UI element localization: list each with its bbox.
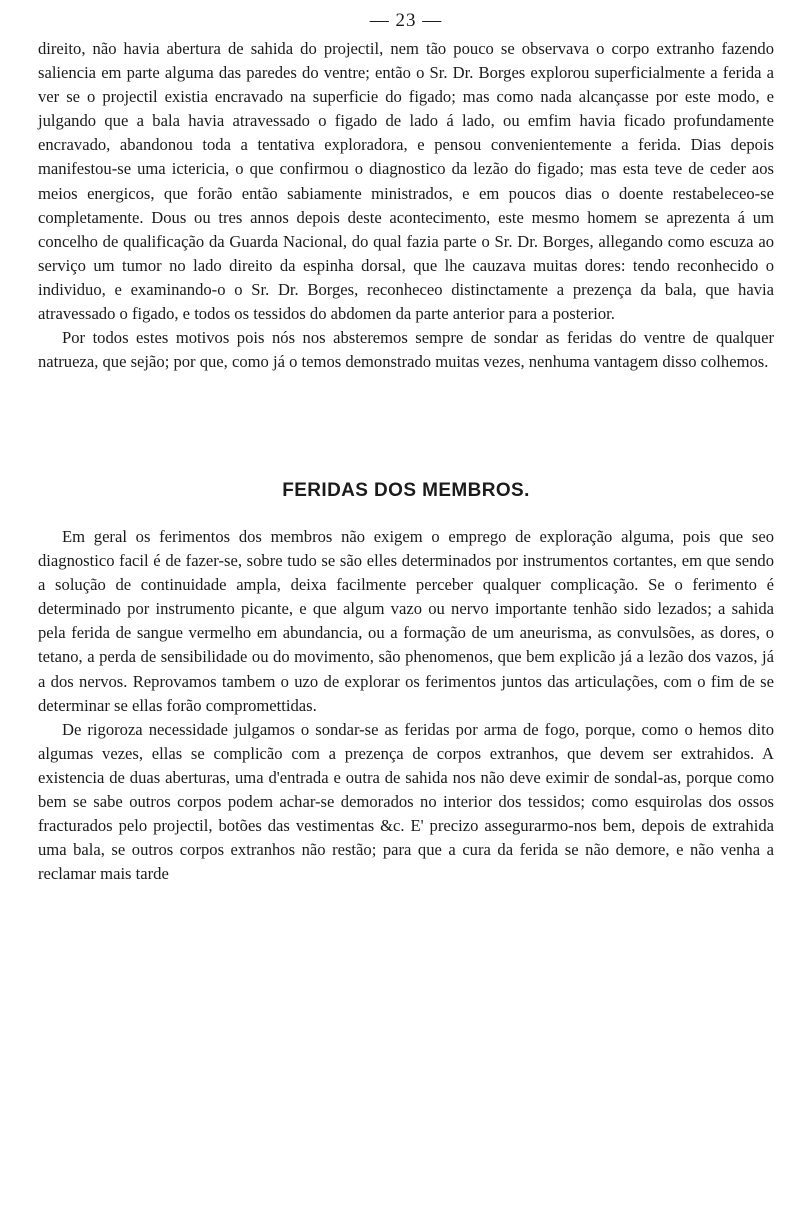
paragraph-continued: direito, não havia abertura de sahida do projectil, nem tão pouco se observava o corpo extranho fazendo saliencia em parte alguma das paredes do ventre; então o Sr. Dr. Borges explorou superficialmente a ferida a ver se o projectil existia encravado na superficie do figado; mas como nada alcançasse por este modo, e julgando que a bala havia atravessado o figado de lado á lado, ou emfim havia ficado profundamente encravado, abandonou toda a tentativa exploradora, e pensou convenientemente a ferida. Dias depois manifestou-se uma ictericia, o que confirmou o diagnostico da lezão do figado; mas esta teve de ceder aos meios energicos, que forão então sabiamente ministrados, e em poucos dias o doente restabeleceo-se completamente. Dous ou tres annos depois deste acontecimento, este mesmo homem se aprezenta á um concelho de qualificação da Guarda Nacional, do qual fazia parte o Sr. Dr. Borges, allegando como escuza ao serviço um tumor no lado direito da espinha dorsal, que lhe cauzava muitas dores: tendo reconhecido o individuo, e examinando-o o Sr. Dr. Borges, reconheceo distinctamente a prezença da bala, que havia atravessado o figado, e todos os tessidos do abdomen da parte anterior para a posterior. xyxy=(38,39,774,324)
section-heading: FERIDAS DOS MEMBROS. xyxy=(282,480,530,501)
paragraph-conclusion: Por todos estes motivos pois nós nos absteremos sempre de sondar as feridas do ventre de qualquer natrueza, que sejão; por que, como já o temos demonstrado muitas vezes, nenhuma vantagem disso colhemos. xyxy=(38,328,774,372)
page-number: — 23 — xyxy=(369,10,443,31)
continued-text xyxy=(38,37,774,374)
section-body xyxy=(38,525,774,886)
paragraph-firearm-wounds: De rigoroza necessidade julgamos o sondar-se as feridas por arma de fogo, porque, como o hemos dito algumas vezes, ellas se complicão com a prezença de corpos extranhos, que devem ser extrahidos. A existencia de duas aberturas, uma d'entrada e outra de sahida nos não deve eximir de sondal-as, porque como bem se sabe outros corpos podem achar-se demorados no interior dos tessidos; como esquirolas dos ossos fracturados pelo projectil, botões das vestimentas &c. E' precizo assegurarmo-nos bem, depois de extrahida uma bala, se outros corpos extranhos não restão; para que a cura da ferida se não demore, e não venha a reclamar mais tarde xyxy=(38,719,774,884)
paragraph-general: Em geral os ferimentos dos membros não exigem o emprego de exploração alguma, pois que seo diagnostico facil é de fazer-se, sobre tudo se são elles determinados por instrumentos cortantes, em que sendo a solução de continuidade ampla, deixa facilmente perceber qualquer complicação. Se o ferimento é determinado por instrumento picante, e que algum vazo ou nervo importante tenhão sido lezados; a sahida pela ferida de sangue vermelho em abundancia, ou a formação de um aneurisma, as convulsões, as dores, o tetano, a perda de sensibilidade ou do movimento, são phenomenos, que bem explicão já a lezão dos vazos, já a dos nervos. Reprovamos tambem o uzo de explorar os ferimentos juntos das articulações, com o fim de se determinar se ellas forão compromettidas. xyxy=(38,527,774,715)
